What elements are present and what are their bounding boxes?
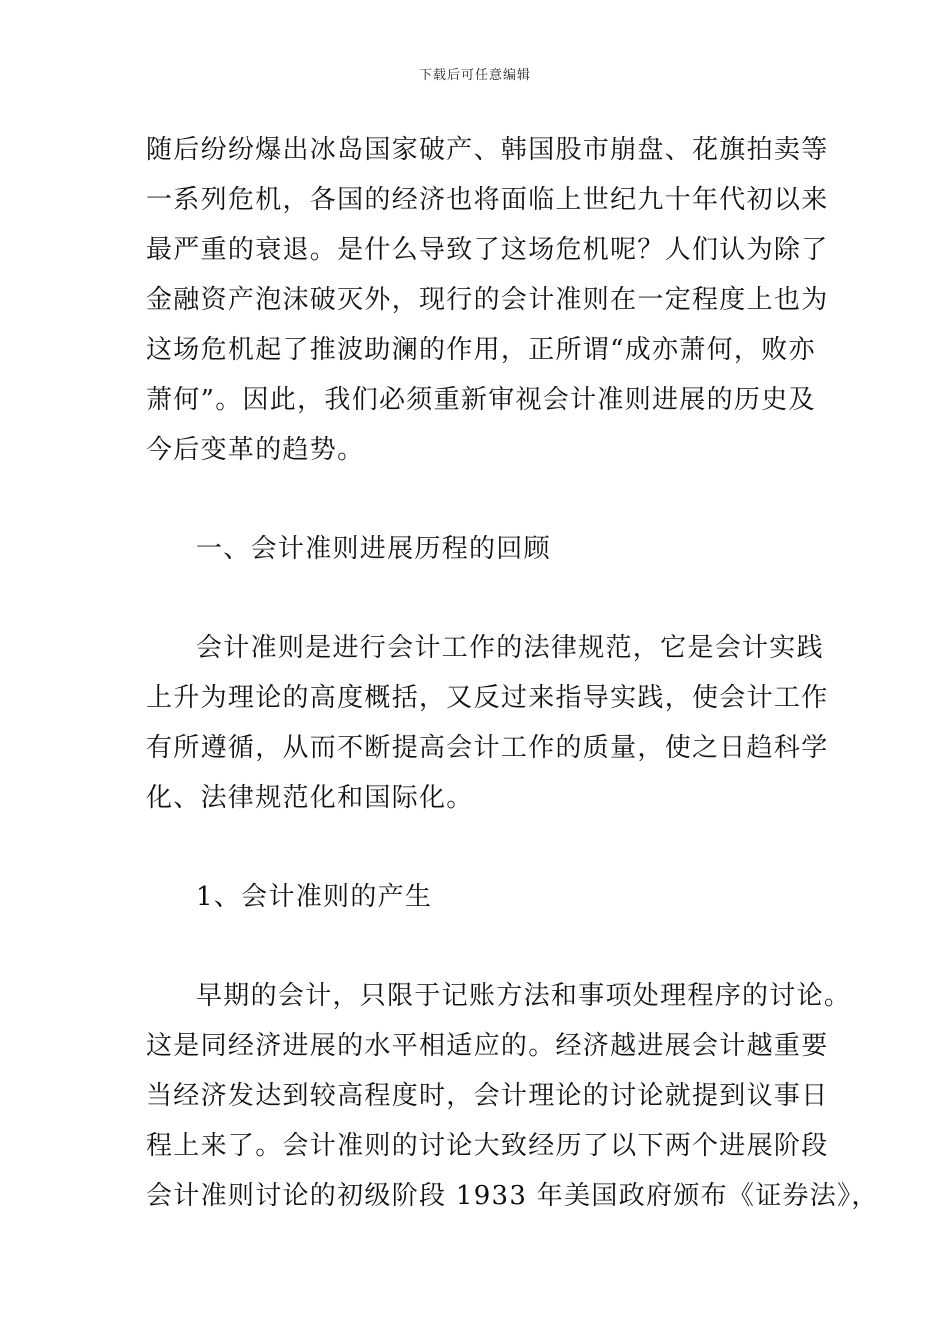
paragraph-line: 这场危机起了推波助澜的作用，正所谓“成亦萧何，败亦 xyxy=(146,335,816,365)
paragraph-line: 这是同经济进展的水平相适应的。经济越进展会计越重要 xyxy=(146,1031,829,1061)
paragraph-line: 随后纷纷爆出冰岛国家破产、韩国股市崩盘、花旗拍卖等 xyxy=(146,135,829,165)
paragraph-line: 会计准则是进行会计工作的法律规范，它是会计实践 xyxy=(196,633,824,663)
paragraph-line: 一系列危机，各国的经济也将面临上世纪九十年代初以来 xyxy=(146,185,829,215)
paragraph-line: 今后变革的趋势。 xyxy=(146,435,365,465)
paragraph-line: 金融资产泡沫破灭外，现行的会计准则在一定程度上也为 xyxy=(146,285,829,315)
header-note: 下载后可任意编辑 xyxy=(418,68,531,83)
paragraph-line: 有所遵循，从而不断提高会计工作的质量，使之日趋科学 xyxy=(146,733,829,763)
paragraph-line: 最严重的衰退。是什么导致了这场危机呢？人们认为除了 xyxy=(146,235,829,265)
paragraph-line: 萧何”。因此，我们必须重新审视会计准则进展的历史及 xyxy=(146,385,816,415)
paragraph-line: 程上来了。会计准则的讨论大致经历了以下两个进展阶段 xyxy=(146,1131,829,1161)
paragraph-line: 上升为理论的高度概括，又反过来指导实践，使会计工作 xyxy=(146,683,829,713)
paragraph-line: 当经济发达到较高程度时，会计理论的讨论就提到议事日 xyxy=(146,1081,829,1111)
section-heading: 一、会计准则进展历程的回顾 xyxy=(196,534,551,564)
subsection-heading: 1、会计准则的产生 xyxy=(196,882,433,912)
paragraph-line: 会计准则讨论的初级阶段 1933 年美国政府颁布《证券法》， xyxy=(146,1181,879,1211)
paragraph-line: 化、法律规范化和国际化。 xyxy=(146,783,474,813)
paragraph-line: 早期的会计，只限于记账方法和事项处理程序的讨论。 xyxy=(196,981,852,1011)
